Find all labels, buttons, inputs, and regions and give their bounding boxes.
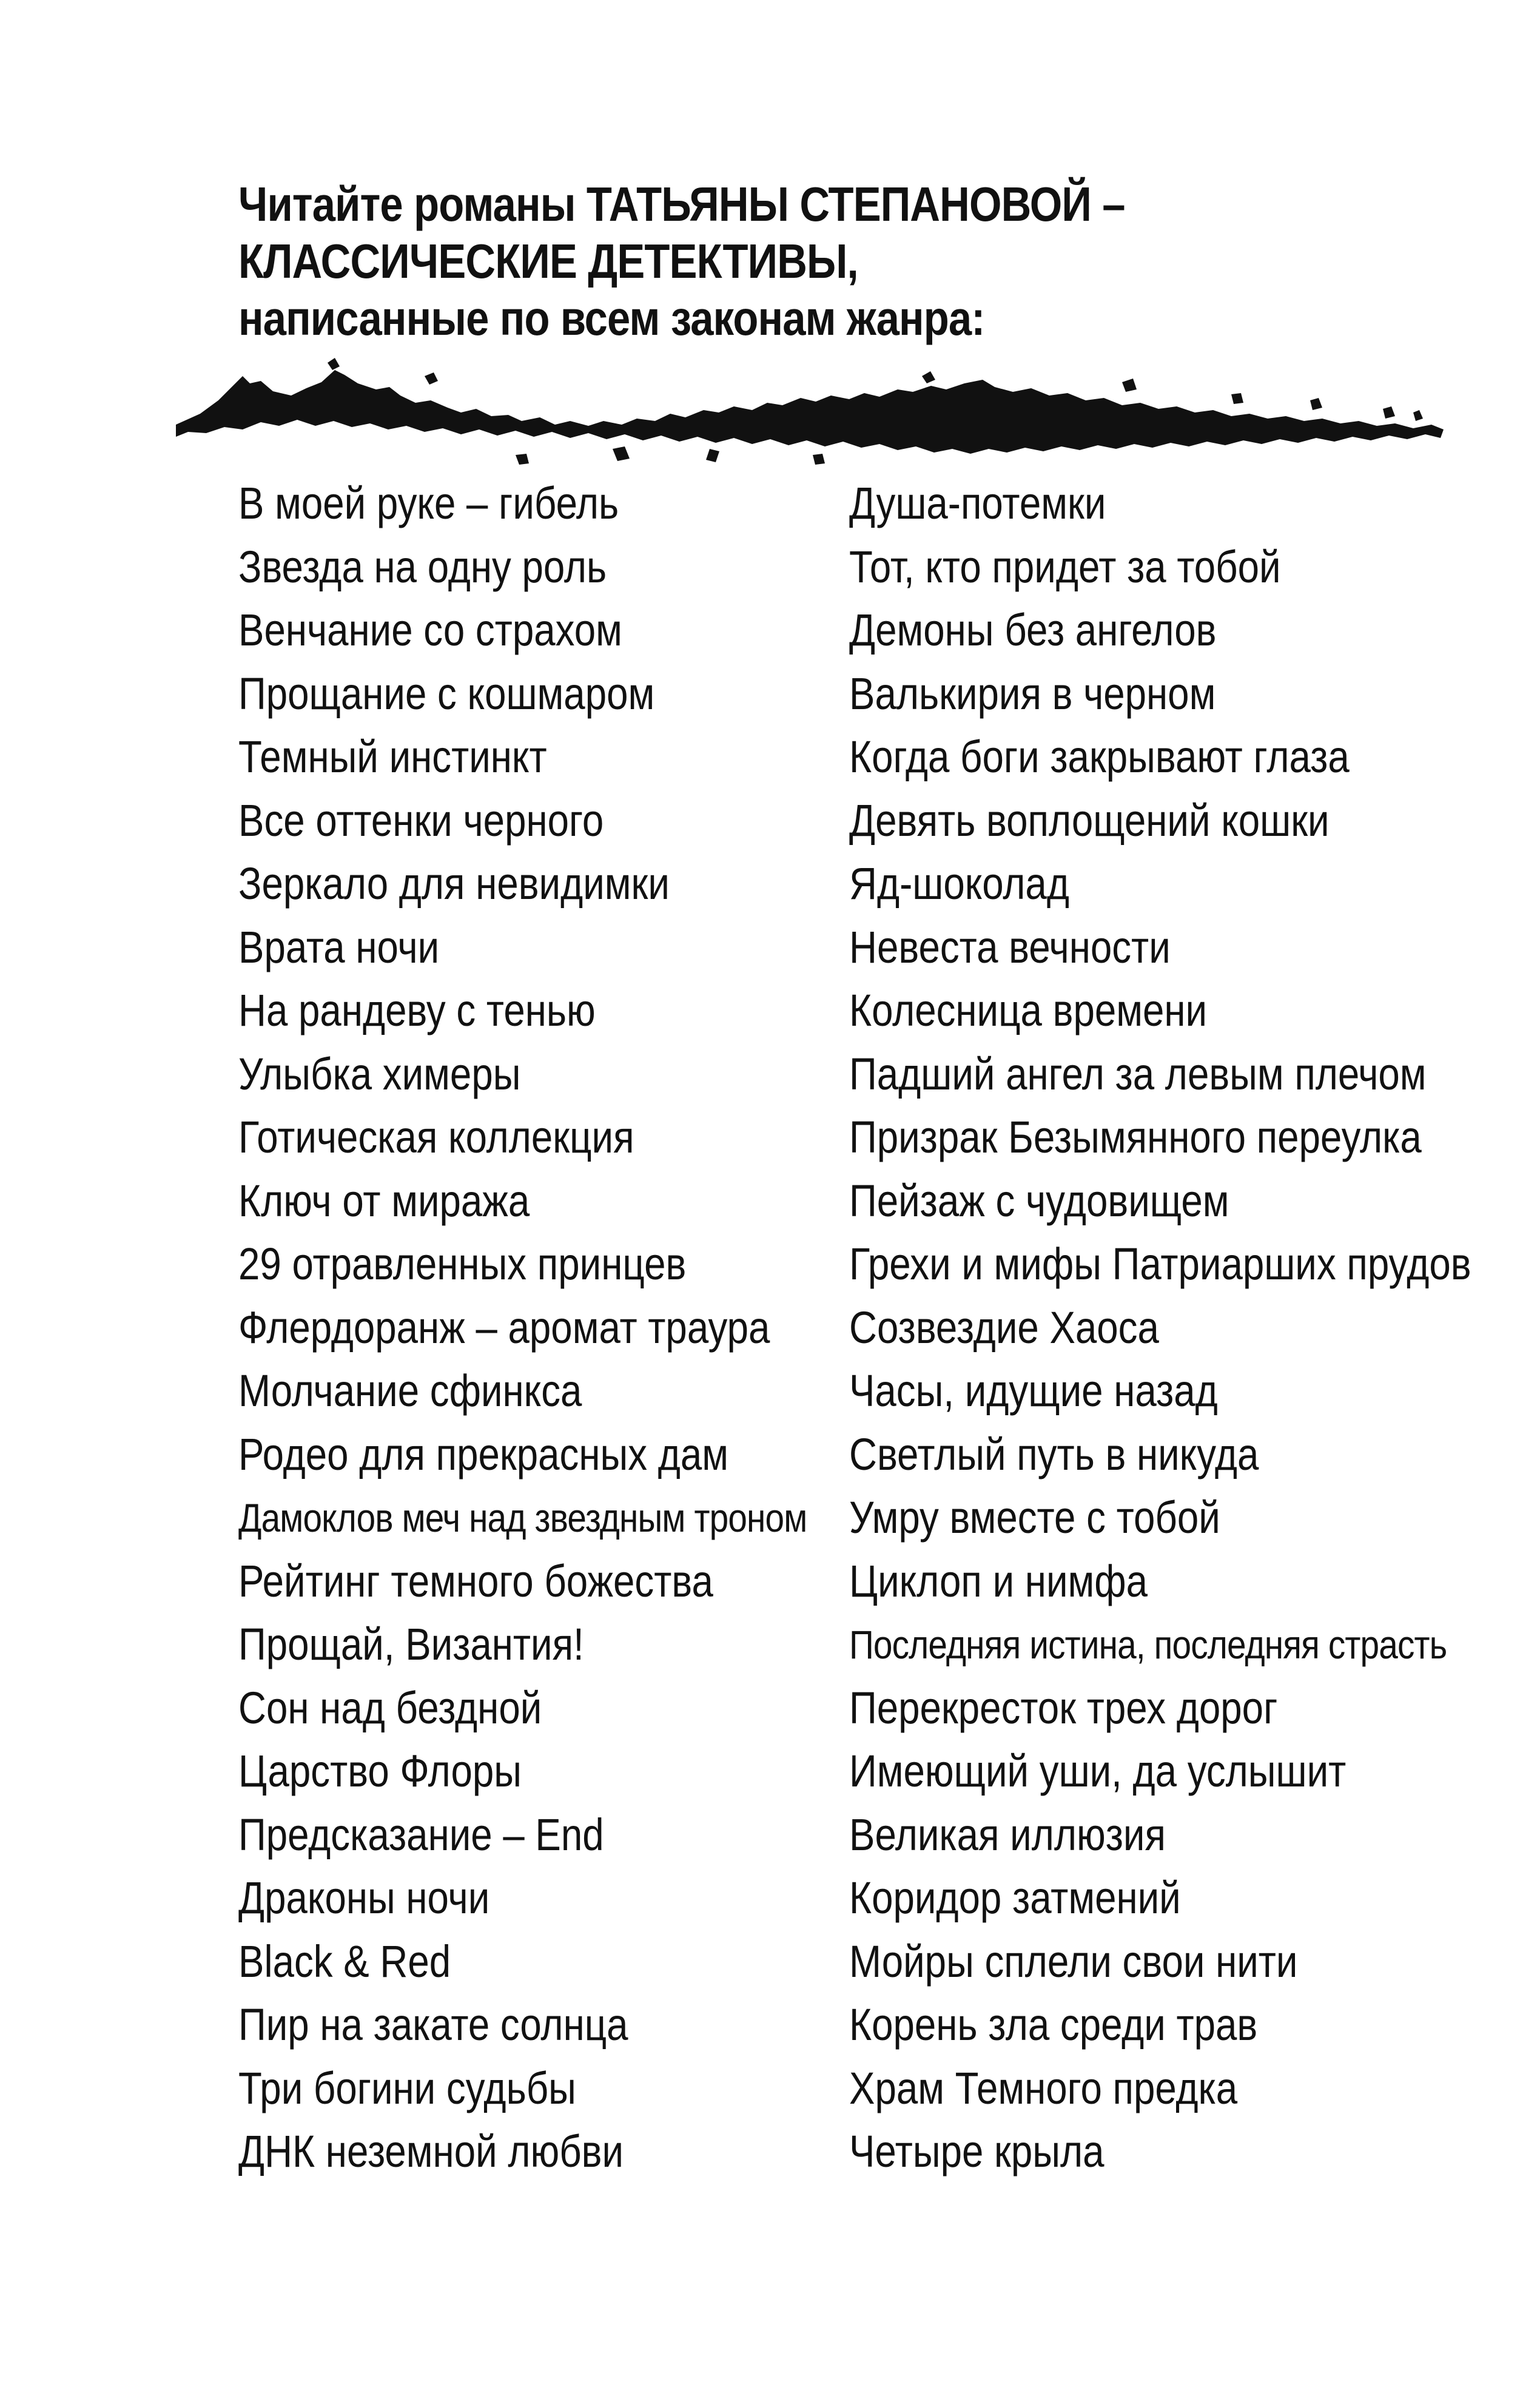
page-heading (238, 176, 1229, 347)
list-item: Великая иллюзия (849, 1809, 1166, 1860)
list-item: Прощай, Византия! (238, 1619, 584, 1669)
list-item: Демоны без ангелов (849, 605, 1217, 655)
list-item: Имеющий уши, да услышит (849, 1746, 1347, 1796)
list-item: Корень зла среди трав (849, 1999, 1258, 2050)
list-item: Родео для прекрасных дам (238, 1429, 729, 1480)
list-item: Ключ от миража (238, 1175, 530, 1226)
torn-ink-divider-icon (176, 358, 1444, 467)
list-item: 29 отравленных принцев (238, 1239, 687, 1289)
list-item: Готическая коллекция (238, 1112, 634, 1162)
list-item: Созвездие Хаоса (849, 1302, 1159, 1353)
list-item: Предсказание – End (238, 1809, 604, 1860)
list-item: Три богини судьбы (238, 2062, 576, 2113)
list-item: Падший ангел за левым плечом (849, 1048, 1427, 1099)
list-item: Улыбка химеры (238, 1048, 521, 1099)
list-item: Яд-шоколад (849, 858, 1069, 909)
list-item: ДНК неземной любви (238, 2126, 624, 2176)
list-item: Венчание со страхом (238, 605, 622, 655)
list-item: Четыре крыла (849, 2126, 1105, 2176)
list-item: Колесница времени (849, 985, 1208, 1035)
list-item: Последняя истина, последняя страсть (849, 1622, 1447, 1667)
list-item: Пейзаж с чудовищем (849, 1175, 1229, 1226)
list-item: На рандеву с тенью (238, 985, 596, 1035)
heading-line-3: написанные по всем законам жанра: (238, 291, 985, 345)
heading-line-2: КЛАССИЧЕСКИЕ ДЕТЕКТИВЫ, (238, 234, 858, 288)
list-item: Дамоклов меч над звездным троном (238, 1495, 807, 1540)
book-list-right-column (849, 472, 1475, 2184)
list-item: Перекресток трех дорог (849, 1682, 1278, 1733)
list-item: Тот, кто придет за тобой (849, 541, 1281, 592)
list-item: Умру вместе с тобой (849, 1492, 1220, 1543)
list-item: Валькирия в черном (849, 668, 1216, 719)
list-item: Часы, идущие назад (849, 1365, 1218, 1416)
list-item: Коридор затмений (849, 1873, 1181, 1923)
list-item: Звезда на одну роль (238, 541, 607, 592)
list-item: Невеста вечности (849, 921, 1171, 972)
list-item: Светлый путь в никуда (849, 1429, 1259, 1480)
list-item: В моей руке – гибель (238, 478, 619, 528)
list-item: Сон над бездной (238, 1682, 542, 1733)
list-item: Рейтинг темного божества (238, 1555, 713, 1606)
list-item: Врата ночи (238, 921, 440, 972)
heading-line-1: Читайте романы ТАТЬЯНЫ СТЕПАНОВОЙ – (238, 177, 1125, 231)
list-item: Прощание с кошмаром (238, 668, 655, 719)
list-item: Black & Red (238, 1936, 451, 1987)
list-item: Темный инстинкт (238, 732, 547, 782)
list-item: Девять воплощений кошки (849, 795, 1330, 846)
list-item: Драконы ночи (238, 1873, 490, 1923)
list-item: Когда боги закрывают глаза (849, 732, 1350, 782)
list-item: Призрак Безымянного переулка (849, 1112, 1422, 1162)
list-item: Флердоранж – аромат траура (238, 1302, 770, 1353)
list-item: Мойры сплели свои нити (849, 1936, 1298, 1987)
list-item: Грехи и мифы Патриарших прудов (849, 1239, 1471, 1289)
list-item: Зеркало для невидимки (238, 858, 670, 909)
list-item: Душа-потемки (849, 478, 1106, 528)
list-item: Храм Темного предка (849, 2062, 1238, 2113)
book-list-left-column (238, 472, 807, 2184)
list-item: Все оттенки черного (238, 795, 604, 846)
list-item: Царство Флоры (238, 1746, 522, 1796)
list-item: Молчание сфинкса (238, 1365, 582, 1416)
list-item: Циклоп и нимфа (849, 1555, 1148, 1606)
list-item: Пир на закате солнца (238, 1999, 628, 2050)
